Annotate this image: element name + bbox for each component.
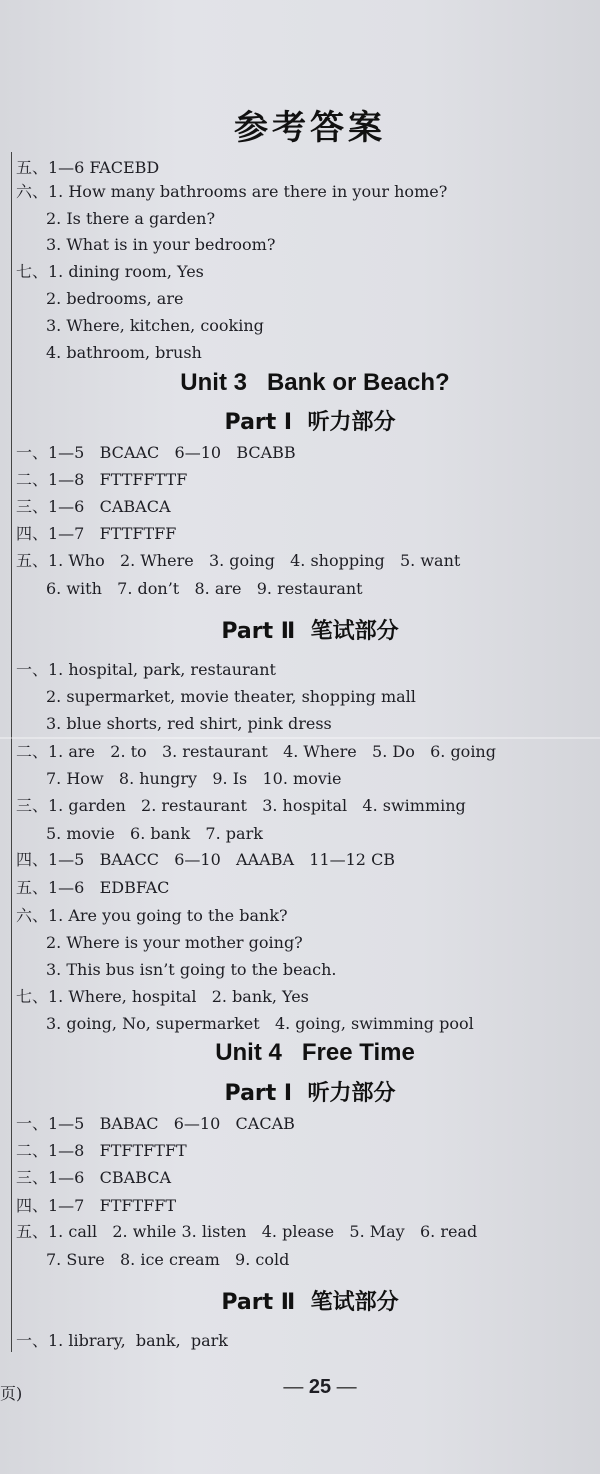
answer-line: 2. Is there a garden? (46, 209, 216, 228)
answer-line: 一、1. library, bank, park (16, 1331, 229, 1350)
page-number-block (270, 1376, 370, 1399)
answer-line: 六、1. Are you going to the bank? (16, 906, 288, 925)
answer-line: 6. with 7. don’t 8. are 9. restaurant (46, 579, 363, 598)
unit4-title: Unit 4 Free Time (215, 1039, 415, 1066)
answer-line: 7. Sure 8. ice cream 9. cold (46, 1250, 290, 1269)
answer-line: 5. movie 6. bank 7. park (46, 824, 263, 843)
answer-line: 三、1—6 CABACA (16, 497, 171, 516)
answer-line: 3. going, No, supermarket 4. going, swimming pool (46, 1014, 474, 1033)
answer-line: 五、1. call 2. while 3. listen 4. please 5. May 6. read (16, 1222, 478, 1241)
page-number: 25 (308, 1376, 332, 1398)
answer-line: 三、1. garden 2. restaurant 3. hospital 4. swimming (16, 796, 466, 815)
answer-line: 4. bathroom, brush (46, 343, 202, 362)
answer-line: 2. Where is your mother going? (46, 933, 303, 952)
unit4-part2-title: Part Ⅱ 笔试部分 (221, 1290, 399, 1315)
margin-rule (11, 152, 12, 1352)
unit3-part2-title: Part Ⅱ 笔试部分 (221, 619, 399, 644)
answer-line: 四、1—7 FTTFTFF (16, 524, 177, 543)
answer-line: 七、1. dining room, Yes (16, 262, 204, 281)
page-number-dash-left: — (283, 1376, 309, 1398)
unit4-part1-title: Part Ⅰ 听力部分 (224, 1081, 396, 1106)
answer-line: 二、1—8 FTTFFTTF (16, 470, 188, 489)
answer-line: 一、1. hospital, park, restaurant (16, 660, 276, 679)
answer-line: 六、1. How many bathrooms are there in your home? (16, 182, 448, 201)
answer-line: 2. bedrooms, are (46, 289, 184, 308)
answer-line: 3. Where, kitchen, cooking (46, 316, 264, 335)
answer-line: 五、1. Who 2. Where 3. going 4. shopping 5. want (16, 551, 461, 570)
answer-line: 3. blue shorts, red shirt, pink dress (46, 714, 332, 733)
answer-line: 7. How 8. hungry 9. Is 10. movie (46, 769, 342, 788)
unit3-title: Unit 3 Bank or Beach? (180, 369, 450, 396)
page-number-dash-right: — (331, 1376, 357, 1398)
answer-line: 一、1—5 BABAC 6—10 CACAB (16, 1114, 295, 1133)
answer-line: 二、1. are 2. to 3. restaurant 4. Where 5. Do 6. going (16, 742, 496, 761)
footer-page-note: 页) (0, 1384, 23, 1403)
answer-line: 3. This bus isn’t going to the beach. (46, 960, 337, 979)
answer-line: 三、1—6 CBABCA (16, 1168, 172, 1187)
answer-line: 四、1—5 BAACC 6—10 AAABA 11—12 CB (16, 850, 396, 869)
answer-line: 五、1—6 EDBFAC (16, 878, 170, 897)
answer-line: 五、1—6 FACEBD (16, 158, 160, 177)
answer-line: 四、1—7 FTFTFFT (16, 1196, 177, 1215)
unit3-part1-title: Part Ⅰ 听力部分 (224, 410, 396, 435)
page-fold (0, 737, 600, 739)
answer-line: 3. What is in your bedroom? (46, 235, 276, 254)
answer-line: 一、1—5 BCAAC 6—10 BCABB (16, 443, 296, 462)
answer-line: 2. supermarket, movie theater, shopping mall (46, 687, 416, 706)
answer-line: 二、1—8 FTFTFTFT (16, 1141, 187, 1160)
answer-line: 七、1. Where, hospital 2. bank, Yes (16, 987, 309, 1006)
page-title: 参考答案 (234, 108, 386, 148)
